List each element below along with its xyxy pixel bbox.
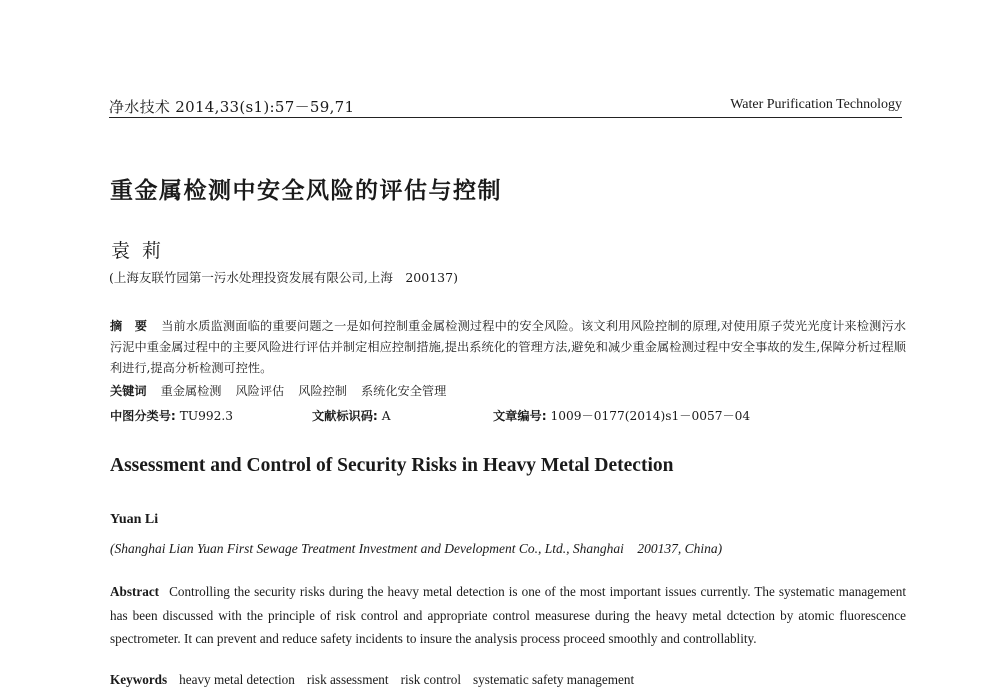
classification-number xyxy=(110,407,233,424)
english-abstract-text: Controlling the security risks during the heavy metal detection is one of the most important issues currently. The systematic management has been discussed with the principle of risk control and appropriate control measurese during the heavy metal dctection by atomic fluorescence spectrometer. It can prevent and reduce safety incidents to insure the analysis process proceed smoothly and controllablity. xyxy=(110,584,906,646)
english-keywords-label: Keywords xyxy=(110,672,168,687)
classification-label: 中图分类号: xyxy=(110,409,176,423)
article-number-value: 1009－0177(2014)s1－0057－04 xyxy=(550,409,751,423)
english-abstract-label: Abstract xyxy=(110,584,160,599)
english-abstract xyxy=(110,580,906,651)
classification-value: TU992.3 xyxy=(179,409,233,423)
header-rule xyxy=(109,117,902,118)
article-number xyxy=(493,407,750,424)
english-keyword: heavy metal detection xyxy=(179,672,295,687)
chinese-keyword: 系统化安全管理 xyxy=(361,384,447,398)
english-keywords xyxy=(110,672,634,688)
chinese-abstract xyxy=(110,316,906,379)
document-code-label: 文献标识码: xyxy=(312,409,378,423)
article-number-label: 文章编号: xyxy=(493,409,547,423)
english-keyword: systematic safety management xyxy=(473,672,635,687)
chinese-affiliation: (上海友联竹园第一污水处理投资发展有限公司,上海 200137) xyxy=(109,270,458,285)
document-code-value: A xyxy=(381,409,391,423)
chinese-title: 重金属检测中安全风险的评估与控制 xyxy=(110,177,502,204)
chinese-keyword: 风险控制 xyxy=(298,384,347,398)
chinese-author: 袁莉 xyxy=(111,240,174,262)
document-code xyxy=(312,407,391,424)
chinese-keyword: 风险评估 xyxy=(235,384,285,398)
chinese-keywords xyxy=(110,382,460,399)
chinese-keyword: 重金属检测 xyxy=(160,384,222,398)
chinese-abstract-label: 摘 要 xyxy=(110,319,148,333)
english-author: Yuan Li xyxy=(110,512,159,527)
english-keyword: risk control xyxy=(400,672,461,687)
chinese-abstract-text: 当前水质监测面临的重要问题之一是如何控制重金属检测过程中的安全风险。该文利用风险控制的原理,对使用原子荧光光度计来检测污水污泥中重金属过程中的主要风险进行评估并制定相应控制措施,提出系统化的管理方法,避免和减少重金属检测过程中安全事故的发生,保障分析过程顺利进行,提高分析检测可控性。 xyxy=(110,319,906,375)
chinese-keywords-label: 关键词 xyxy=(110,384,147,398)
english-title: Assessment and Control of Security Risks in Heavy Metal Detection xyxy=(110,455,674,476)
english-keyword: risk assessment xyxy=(306,672,389,687)
journal-name: Water Purification Technology xyxy=(730,97,902,112)
english-affiliation: (Shanghai Lian Yuan First Sewage Treatment Investment and Development Co., Ltd., Shanghai 200137, China) xyxy=(110,541,723,556)
journal-citation: 净水技术 2014,33(s1):57－59,71 xyxy=(109,98,355,116)
